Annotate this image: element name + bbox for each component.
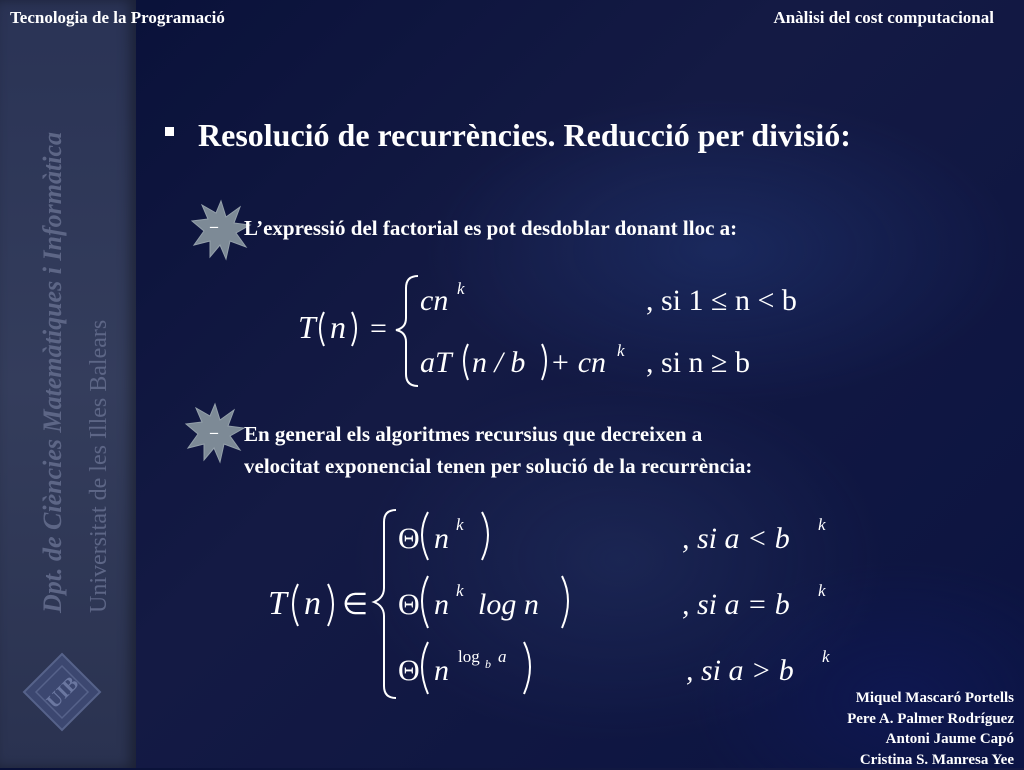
formula2-case1-cond-exp: k [818, 515, 826, 534]
formula1-case2-cond: , si n ≥ b [646, 346, 750, 379]
formula2-case3-exp-log: log [458, 647, 480, 666]
formula1-case1-exp: k [457, 279, 465, 298]
formula2-brace-icon [374, 510, 396, 698]
formula1-n: n [330, 309, 346, 345]
author-name: Cristina S. Manresa Yee [847, 750, 1014, 770]
sub-bullet-2-line1: En general els algoritmes recursius que decreixen a [244, 418, 702, 450]
course-title: Tecnologia de la Programació [10, 8, 225, 28]
logo-text: UIB [42, 672, 83, 713]
formula1-case1-cond: , si 1 ≤ n < b [646, 284, 797, 317]
formula2-case3-theta: Θ [398, 654, 420, 687]
department-label: Dpt. de Ciències Matemàtiques i Informàtica [38, 132, 68, 613]
sub-bullet-dash: – [210, 424, 218, 442]
formula1-equals: = [370, 312, 387, 345]
formula2-case2-cond: , si a = b [682, 588, 790, 621]
formula2-case2-theta: Θ [398, 588, 420, 621]
university-label: Universitat de les Illes Balears [86, 320, 113, 613]
author-name: Antoni Jaume Capó [847, 729, 1014, 750]
starburst-bullet-icon [190, 199, 252, 261]
sidebar [0, 0, 136, 768]
formula2-in: ∈ [342, 588, 368, 621]
formula2-n: n [304, 585, 321, 622]
formula1-brace-icon [396, 276, 418, 386]
sub-bullet-1-text: L’expressió del factorial es pot desdoblar donant lloc a: [244, 212, 737, 244]
formula2-case3-exp-a: a [498, 647, 507, 666]
authors-list [847, 688, 1014, 770]
formula2-case2-base: n [434, 588, 449, 621]
formula1-case1-expr: cn [420, 284, 448, 317]
formula1-case2-a: aT [420, 346, 454, 379]
formula2-case3-base: n [434, 654, 449, 687]
formula2-case3-cond-exp: k [822, 647, 830, 666]
formula1-case2-arg: n / b [472, 346, 525, 379]
sub-bullet-2-line2: velocitat exponencial tenen per solució de la recurrència: [244, 450, 752, 482]
formula1-case2-exp: k [617, 341, 625, 360]
formula2-case2-log: log n [478, 588, 539, 621]
formula2-case3-exp-sub: b [485, 657, 491, 671]
formula-solution [262, 500, 862, 710]
formula2-T: T [268, 585, 289, 622]
author-name: Pere A. Palmer Rodríguez [847, 709, 1014, 730]
author-name: Miquel Mascaró Portells [847, 688, 1014, 709]
formula2-case1-theta: Θ [398, 522, 420, 555]
uib-logo-icon [22, 652, 102, 732]
sub-bullet-dash: – [210, 218, 218, 236]
formula2-case1-base: n [434, 522, 449, 555]
formula1-case2-plus: + cn [550, 346, 606, 379]
formula2-case3-cond: , si a > b [686, 654, 794, 687]
formula2-case2-cond-exp: k [818, 581, 826, 600]
slide-title: Resolució de recurrències. Reducció per divisió: [198, 112, 918, 158]
formula2-case2-exp: k [456, 581, 464, 600]
formula-recurrence [280, 268, 840, 398]
formula1-T: T [298, 309, 318, 345]
bullet-square-icon [165, 127, 174, 136]
formula2-case1-cond: , si a < b [682, 522, 790, 555]
formula2-case1-exp: k [456, 515, 464, 534]
topic-title: Anàlisi del cost computacional [773, 8, 994, 28]
